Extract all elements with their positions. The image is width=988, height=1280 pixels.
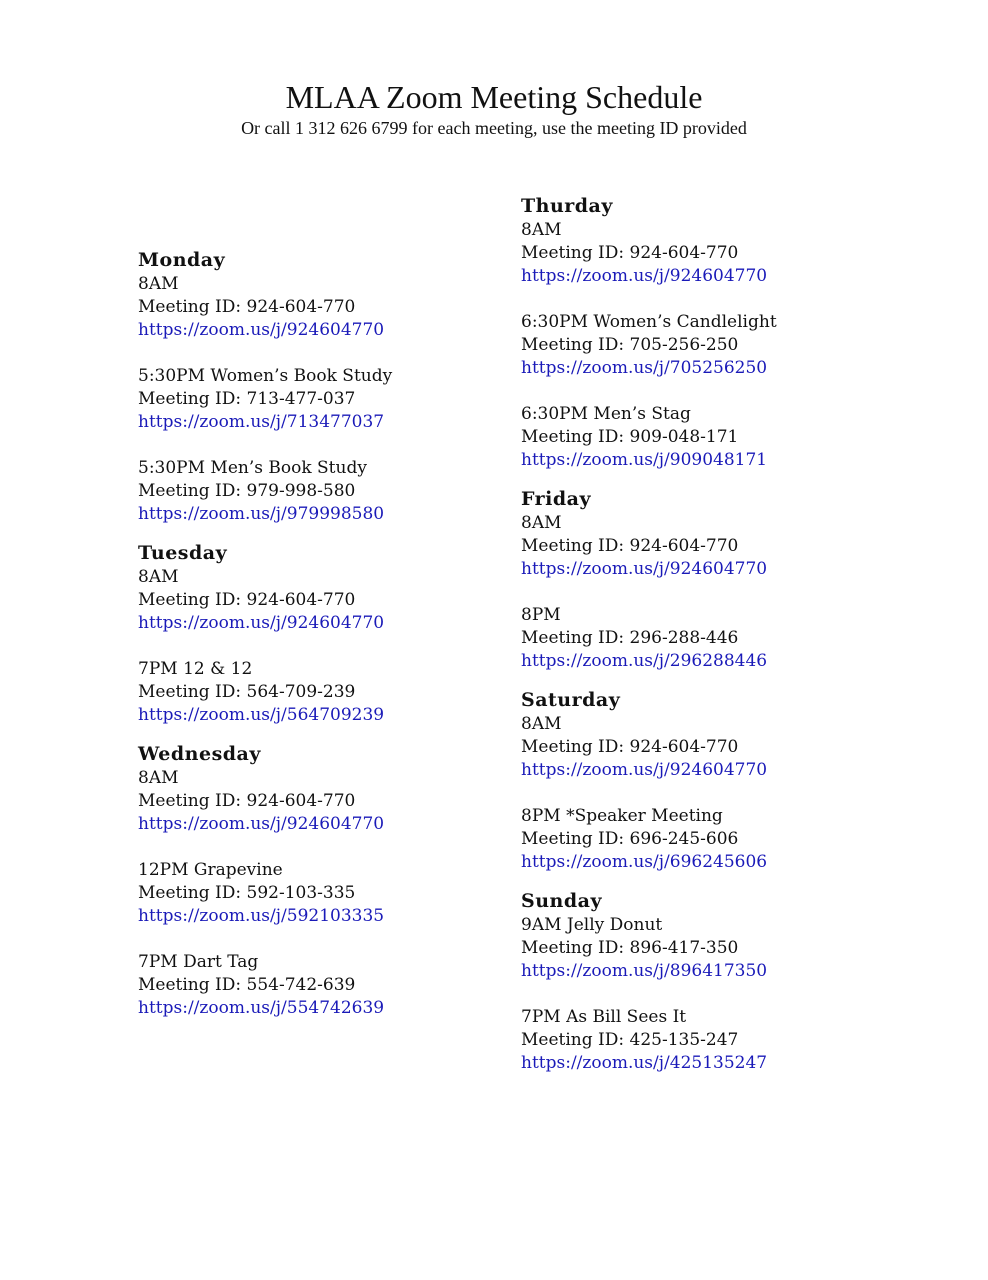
day-section-monday [138,247,558,526]
meeting-time: 8AM [138,567,179,587]
day-heading: Saturday [521,689,621,711]
meeting-time: 5:30PM Men’s Book Study [138,458,367,478]
meeting-entry [521,512,941,581]
meeting-time: 7PM 12 & 12 [138,659,253,679]
meeting-time: 8AM [521,513,562,533]
meeting-time: 8AM [521,714,562,734]
zoom-link[interactable]: https://zoom.us/j/924604770 [138,613,385,633]
meeting-id: Meeting ID: 564-709-239 [138,682,356,702]
meeting-entry [521,311,941,380]
meeting-id: Meeting ID: 896-417-350 [521,938,739,958]
meeting-id: Meeting ID: 705-256-250 [521,335,739,355]
meeting-entry [521,914,941,983]
meeting-id: Meeting ID: 554-742-639 [138,975,356,995]
zoom-link[interactable]: https://zoom.us/j/425135247 [521,1053,768,1073]
meeting-id: Meeting ID: 979-998-580 [138,481,356,501]
zoom-link[interactable]: https://zoom.us/j/564709239 [138,705,385,725]
meeting-entry [521,805,941,874]
meeting-id: Meeting ID: 924-604-770 [521,737,739,757]
meeting-id: Meeting ID: 713-477-037 [138,389,356,409]
meeting-entry [138,457,558,526]
right-column [521,193,941,1089]
meeting-time: 5:30PM Women’s Book Study [138,366,393,386]
meeting-time: 6:30PM Men’s Stag [521,404,691,424]
meeting-entry [138,658,558,727]
page-title: MLAA Zoom Meeting Schedule [285,79,703,115]
meeting-id: Meeting ID: 909-048-171 [521,427,739,447]
zoom-link[interactable]: https://zoom.us/j/296288446 [521,651,768,671]
zoom-link[interactable]: https://zoom.us/j/924604770 [521,559,768,579]
zoom-link[interactable]: https://zoom.us/j/924604770 [521,266,768,286]
day-heading: Friday [521,488,592,510]
day-heading: Sunday [521,890,602,912]
day-heading: Thurday [521,195,613,217]
zoom-link[interactable]: https://zoom.us/j/696245606 [521,852,768,872]
zoom-link[interactable]: https://zoom.us/j/705256250 [521,358,768,378]
meeting-entry [138,767,558,836]
zoom-link[interactable]: https://zoom.us/j/592103335 [138,906,385,926]
day-section-thursday [521,193,941,472]
zoom-link[interactable]: https://zoom.us/j/924604770 [138,814,385,834]
meeting-id: Meeting ID: 924-604-770 [138,791,356,811]
left-column [138,247,558,1034]
meeting-id: Meeting ID: 425-135-247 [521,1030,739,1050]
zoom-link[interactable]: https://zoom.us/j/924604770 [138,320,385,340]
meeting-entry [138,566,558,635]
zoom-link[interactable]: https://zoom.us/j/554742639 [138,998,385,1018]
meeting-id: Meeting ID: 924-604-770 [521,536,739,556]
zoom-link[interactable]: https://zoom.us/j/713477037 [138,412,385,432]
meeting-id: Meeting ID: 592-103-335 [138,883,356,903]
meeting-id: Meeting ID: 696-245-606 [521,829,739,849]
day-heading: Wednesday [138,743,261,765]
meeting-entry [521,403,941,472]
zoom-link[interactable]: https://zoom.us/j/924604770 [521,760,768,780]
meeting-entry [138,859,558,928]
meeting-entry [521,713,941,782]
day-heading: Tuesday [138,542,228,564]
day-section-friday [521,486,941,673]
meeting-id: Meeting ID: 296-288-446 [521,628,739,648]
meeting-entry [138,951,558,1020]
meeting-entry [521,1006,941,1075]
day-section-saturday [521,687,941,874]
zoom-link[interactable]: https://zoom.us/j/909048171 [521,450,768,470]
page-subtitle: Or call 1 312 626 6799 for each meeting, use the meeting ID provided [241,118,747,138]
meeting-time: 12PM Grapevine [138,860,283,880]
meeting-entry [521,219,941,288]
meeting-time: 6:30PM Women’s Candlelight [521,312,777,332]
zoom-link[interactable]: https://zoom.us/j/896417350 [521,961,768,981]
meeting-entry [138,365,558,434]
meeting-time: 9AM Jelly Donut [521,915,663,935]
meeting-time: 8AM [521,220,562,240]
day-heading: Monday [138,249,226,271]
meeting-id: Meeting ID: 924-604-770 [521,243,739,263]
day-section-tuesday [138,540,558,727]
meeting-time: 8PM [521,605,561,625]
meeting-time: 7PM Dart Tag [138,952,259,972]
meeting-time: 8AM [138,768,179,788]
day-section-wednesday [138,741,558,1020]
meeting-time: 8PM *Speaker Meeting [521,806,723,826]
meeting-time: 8AM [138,274,179,294]
meeting-id: Meeting ID: 924-604-770 [138,297,356,317]
day-section-sunday [521,888,941,1075]
meeting-time: 7PM As Bill Sees It [521,1007,687,1027]
meeting-entry [138,273,558,342]
zoom-link[interactable]: https://zoom.us/j/979998580 [138,504,385,524]
document-header [0,78,988,139]
meeting-entry [521,604,941,673]
meeting-id: Meeting ID: 924-604-770 [138,590,356,610]
